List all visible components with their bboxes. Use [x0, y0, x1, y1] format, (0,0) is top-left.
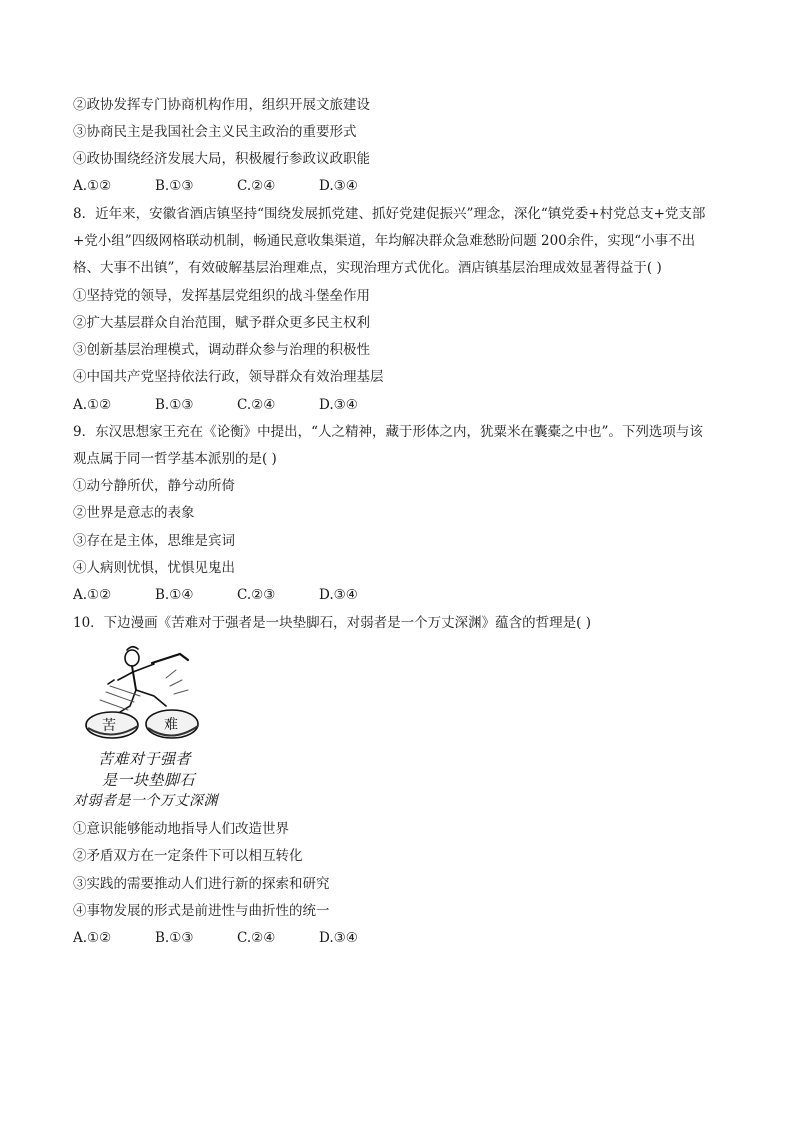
q8-statement-3: ③创新基层治理模式，调动群众参与治理的积极性: [73, 342, 370, 358]
q9-statement-1: ①动兮静所伏，静兮动所倚: [73, 478, 235, 494]
option-d: D.③④: [319, 587, 358, 603]
q9-options: [73, 586, 401, 604]
q9-statement-3: ③存在是主体，思维是宾词: [73, 533, 235, 549]
q10-statement-3: ③实践的需要推动人们进行新的探索和研究: [73, 876, 330, 892]
option-c: C.②④: [237, 930, 276, 946]
cartoon-illustration: [70, 640, 230, 810]
option-d: D.③④: [319, 397, 358, 413]
option-d: D.③④: [319, 178, 358, 194]
option-b: B.①③: [155, 930, 194, 946]
option-a: A.①②: [73, 587, 112, 603]
q9-stem-line-2: 观点属于同一哲学基本派别的是( ): [73, 451, 277, 467]
cartoon-caption-line-3: 对弱者是一个万丈深渊: [73, 793, 218, 809]
q8-statement-1: ①坚持党的领导，发挥基层党组织的战斗堡垒作用: [73, 288, 370, 304]
prev-statement-4: ④政协围绕经济发展大局，积极履行参政议政职能: [73, 151, 370, 167]
q10-options: [73, 929, 401, 947]
prev-statement-2: ②政协发挥专门协商机构作用，组织开展文旅建设: [73, 97, 370, 113]
q8-statement-4: ④中国共产党坚持依法行政，领导群众有效治理基层: [73, 369, 384, 385]
q10-statement-1: ①意识能够能动地指导人们改造世界: [73, 821, 289, 837]
prev-statement-3: ③协商民主是我国社会主义民主政治的重要形式: [73, 124, 357, 140]
q9-stem-line-1: 9．东汉思想家王充在《论衡》中提出，“人之精神，藏于形体之内，犹粟米在囊橐之中也”。下列选项与该: [73, 424, 703, 440]
option-c: C.②④: [237, 178, 276, 194]
option-c: C.②③: [237, 587, 276, 603]
q8-stem-line-1: 8．近年来，安徽省酒店镇坚持“围绕发展抓党建、抓好党建促振兴”理念，深化“镇党委+村党总支+党支部: [73, 206, 706, 222]
q8-statement-2: ②扩大基层群众自治范围，赋予群众更多民主权利: [73, 315, 370, 331]
option-a: A.①②: [73, 397, 112, 413]
q9-statement-4: ④人病则忧惧，忧惧见鬼出: [73, 560, 235, 576]
prev-options: [73, 177, 401, 195]
q10-stem-line-1: 10．下边漫画《苦难对于强者是一块垫脚石，对弱者是一个万丈深渊》蕴含的哲理是( ): [73, 615, 592, 631]
stone-label-left: 苦: [102, 718, 116, 734]
q8-stem-line-3: 格、大事不出镇”，有效破解基层治理难点，实现治理方式优化。酒店镇基层治理成效显著得益于( ): [73, 260, 662, 276]
cartoon-caption-line-1: 苦难对于强者: [98, 750, 192, 768]
q8-stem-line-2: +党小组”四级网格联动机制，畅通民意收集渠道，年均解决群众急难愁盼问题 200余件，实现“小事不出: [73, 233, 696, 249]
option-b: B.①③: [155, 178, 194, 194]
q10-statement-2: ②矛盾双方在一定条件下可以相互转化: [73, 848, 303, 864]
cartoon-drawing: [70, 640, 230, 750]
q8-options: [73, 396, 401, 414]
option-b: B.①④: [155, 587, 194, 603]
option-b: B.①③: [155, 397, 194, 413]
option-a: A.①②: [73, 178, 112, 194]
stone-label-right: 难: [164, 717, 178, 733]
option-d: D.③④: [319, 930, 358, 946]
q10-statement-4: ④事物发展的形式是前进性与曲折性的统一: [73, 903, 330, 919]
jumping-man-icon: [100, 647, 188, 712]
q9-statement-2: ②世界是意志的表象: [73, 505, 195, 521]
option-c: C.②④: [237, 397, 276, 413]
cartoon-caption-line-2: 是一块垫脚石: [102, 771, 196, 789]
option-a: A.①②: [73, 930, 112, 946]
